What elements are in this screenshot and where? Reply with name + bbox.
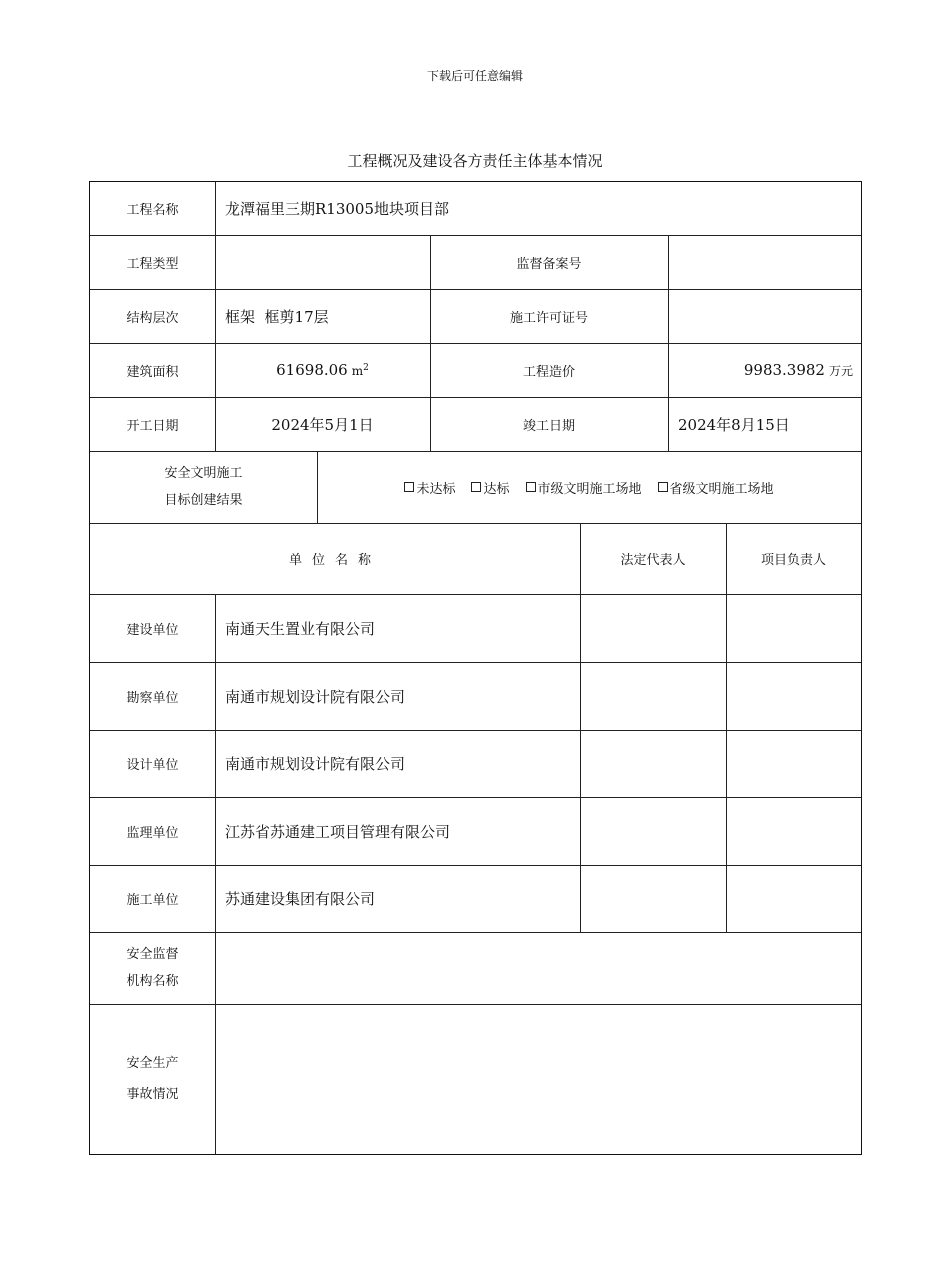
option-label: 达标 [483, 481, 510, 497]
unit-role: 监理单位 [126, 825, 179, 841]
cost-cell [668, 343, 861, 397]
area-unit-sup: 2 [363, 362, 369, 373]
start-date-label: 开工日期 [126, 418, 179, 434]
finish-date-label: 竣工日期 [522, 418, 575, 434]
unit-role: 建设单位 [126, 622, 179, 638]
project-name-label: 工程名称 [126, 203, 179, 218]
option-province-level[interactable] [658, 478, 774, 497]
project-name-value: 龙潭福里三期R13005地块项目部 [225, 200, 450, 218]
permit-value [668, 289, 861, 343]
safety-goal-label-line2: 目标创建结果 [164, 493, 243, 508]
unit-project-leader [726, 797, 861, 865]
unit-project-leader [726, 730, 861, 797]
supervision-org-label-line1: 安全监督 [126, 947, 179, 962]
project-type-value [215, 235, 430, 289]
safety-goal-options [317, 451, 861, 523]
unit-role: 设计单位 [126, 758, 179, 773]
supervision-org-value [215, 932, 861, 1004]
option-label: 未达标 [416, 481, 456, 497]
unit-role: 勘察单位 [126, 690, 179, 706]
option-city-level[interactable] [526, 478, 642, 497]
project-leader-header: 项目负责人 [760, 553, 826, 568]
info-table [89, 181, 862, 1155]
unit-role: 施工单位 [126, 893, 179, 908]
accidents-value [215, 1004, 861, 1154]
unit-name: 江苏省苏通建工项目管理有限公司 [225, 822, 451, 841]
checkbox-icon [658, 482, 668, 492]
unit-name: 苏通建设集团有限公司 [225, 890, 376, 908]
unit-project-leader [726, 865, 861, 932]
project-type-label: 工程类型 [126, 256, 179, 272]
option-met[interactable] [471, 478, 509, 497]
area-value: 61698.06 [276, 361, 348, 379]
supervision-org-label [90, 932, 215, 1004]
page-title: 工程概况及建设各方责任主体基本情况 [347, 152, 603, 170]
option-label: 省级文明施工场地 [669, 481, 774, 497]
unit-legal-rep [580, 730, 726, 797]
unit-legal-rep [580, 662, 726, 730]
supervision-org-label-line2: 机构名称 [126, 974, 179, 989]
unit-legal-rep [580, 594, 726, 662]
start-date-value: 2024年5月1日 [271, 415, 374, 434]
checkbox-icon [404, 482, 414, 492]
unit-project-leader [726, 594, 861, 662]
unit-legal-rep [580, 865, 726, 932]
unit-project-leader [726, 662, 861, 730]
cost-label: 工程造价 [522, 364, 575, 380]
accidents-label-line1: 安全生产 [126, 1056, 179, 1071]
finish-date-value: 2024年8月15日 [678, 415, 790, 434]
supervision-no-value [668, 235, 861, 289]
header-note: 下载后可任意编辑 [426, 69, 523, 83]
cost-unit: 万元 [828, 363, 853, 378]
unit-name: 南通天生置业有限公司 [225, 619, 376, 638]
area-unit-base: m [351, 363, 364, 378]
accidents-label [90, 1004, 215, 1154]
area-cell [215, 343, 430, 397]
unit-name: 南通市规划设计院有限公司 [225, 687, 406, 706]
checkbox-icon [526, 482, 536, 492]
checkbox-icon [471, 482, 481, 492]
area-unit [352, 363, 369, 378]
unit-legal-rep [580, 797, 726, 865]
unit-name: 南通市规划设计院有限公司 [225, 755, 406, 773]
option-not-met[interactable] [404, 478, 455, 497]
safety-goal-label [90, 451, 317, 523]
option-label: 市级文明施工场地 [537, 481, 642, 497]
accidents-label-line2: 事故情况 [126, 1087, 179, 1102]
structure-label: 结构层次 [126, 310, 179, 326]
unit-name-header: 单位名称 [288, 553, 381, 568]
legal-rep-header: 法定代表人 [620, 553, 686, 568]
supervision-no-label: 监督备案号 [516, 256, 582, 272]
structure-value: 框架 框剪17层 [225, 307, 329, 326]
area-label: 建筑面积 [126, 364, 179, 380]
cost-value: 9983.3982 [743, 361, 825, 379]
permit-label: 施工许可证号 [509, 310, 588, 326]
safety-goal-label-line1: 安全文明施工 [164, 466, 243, 481]
